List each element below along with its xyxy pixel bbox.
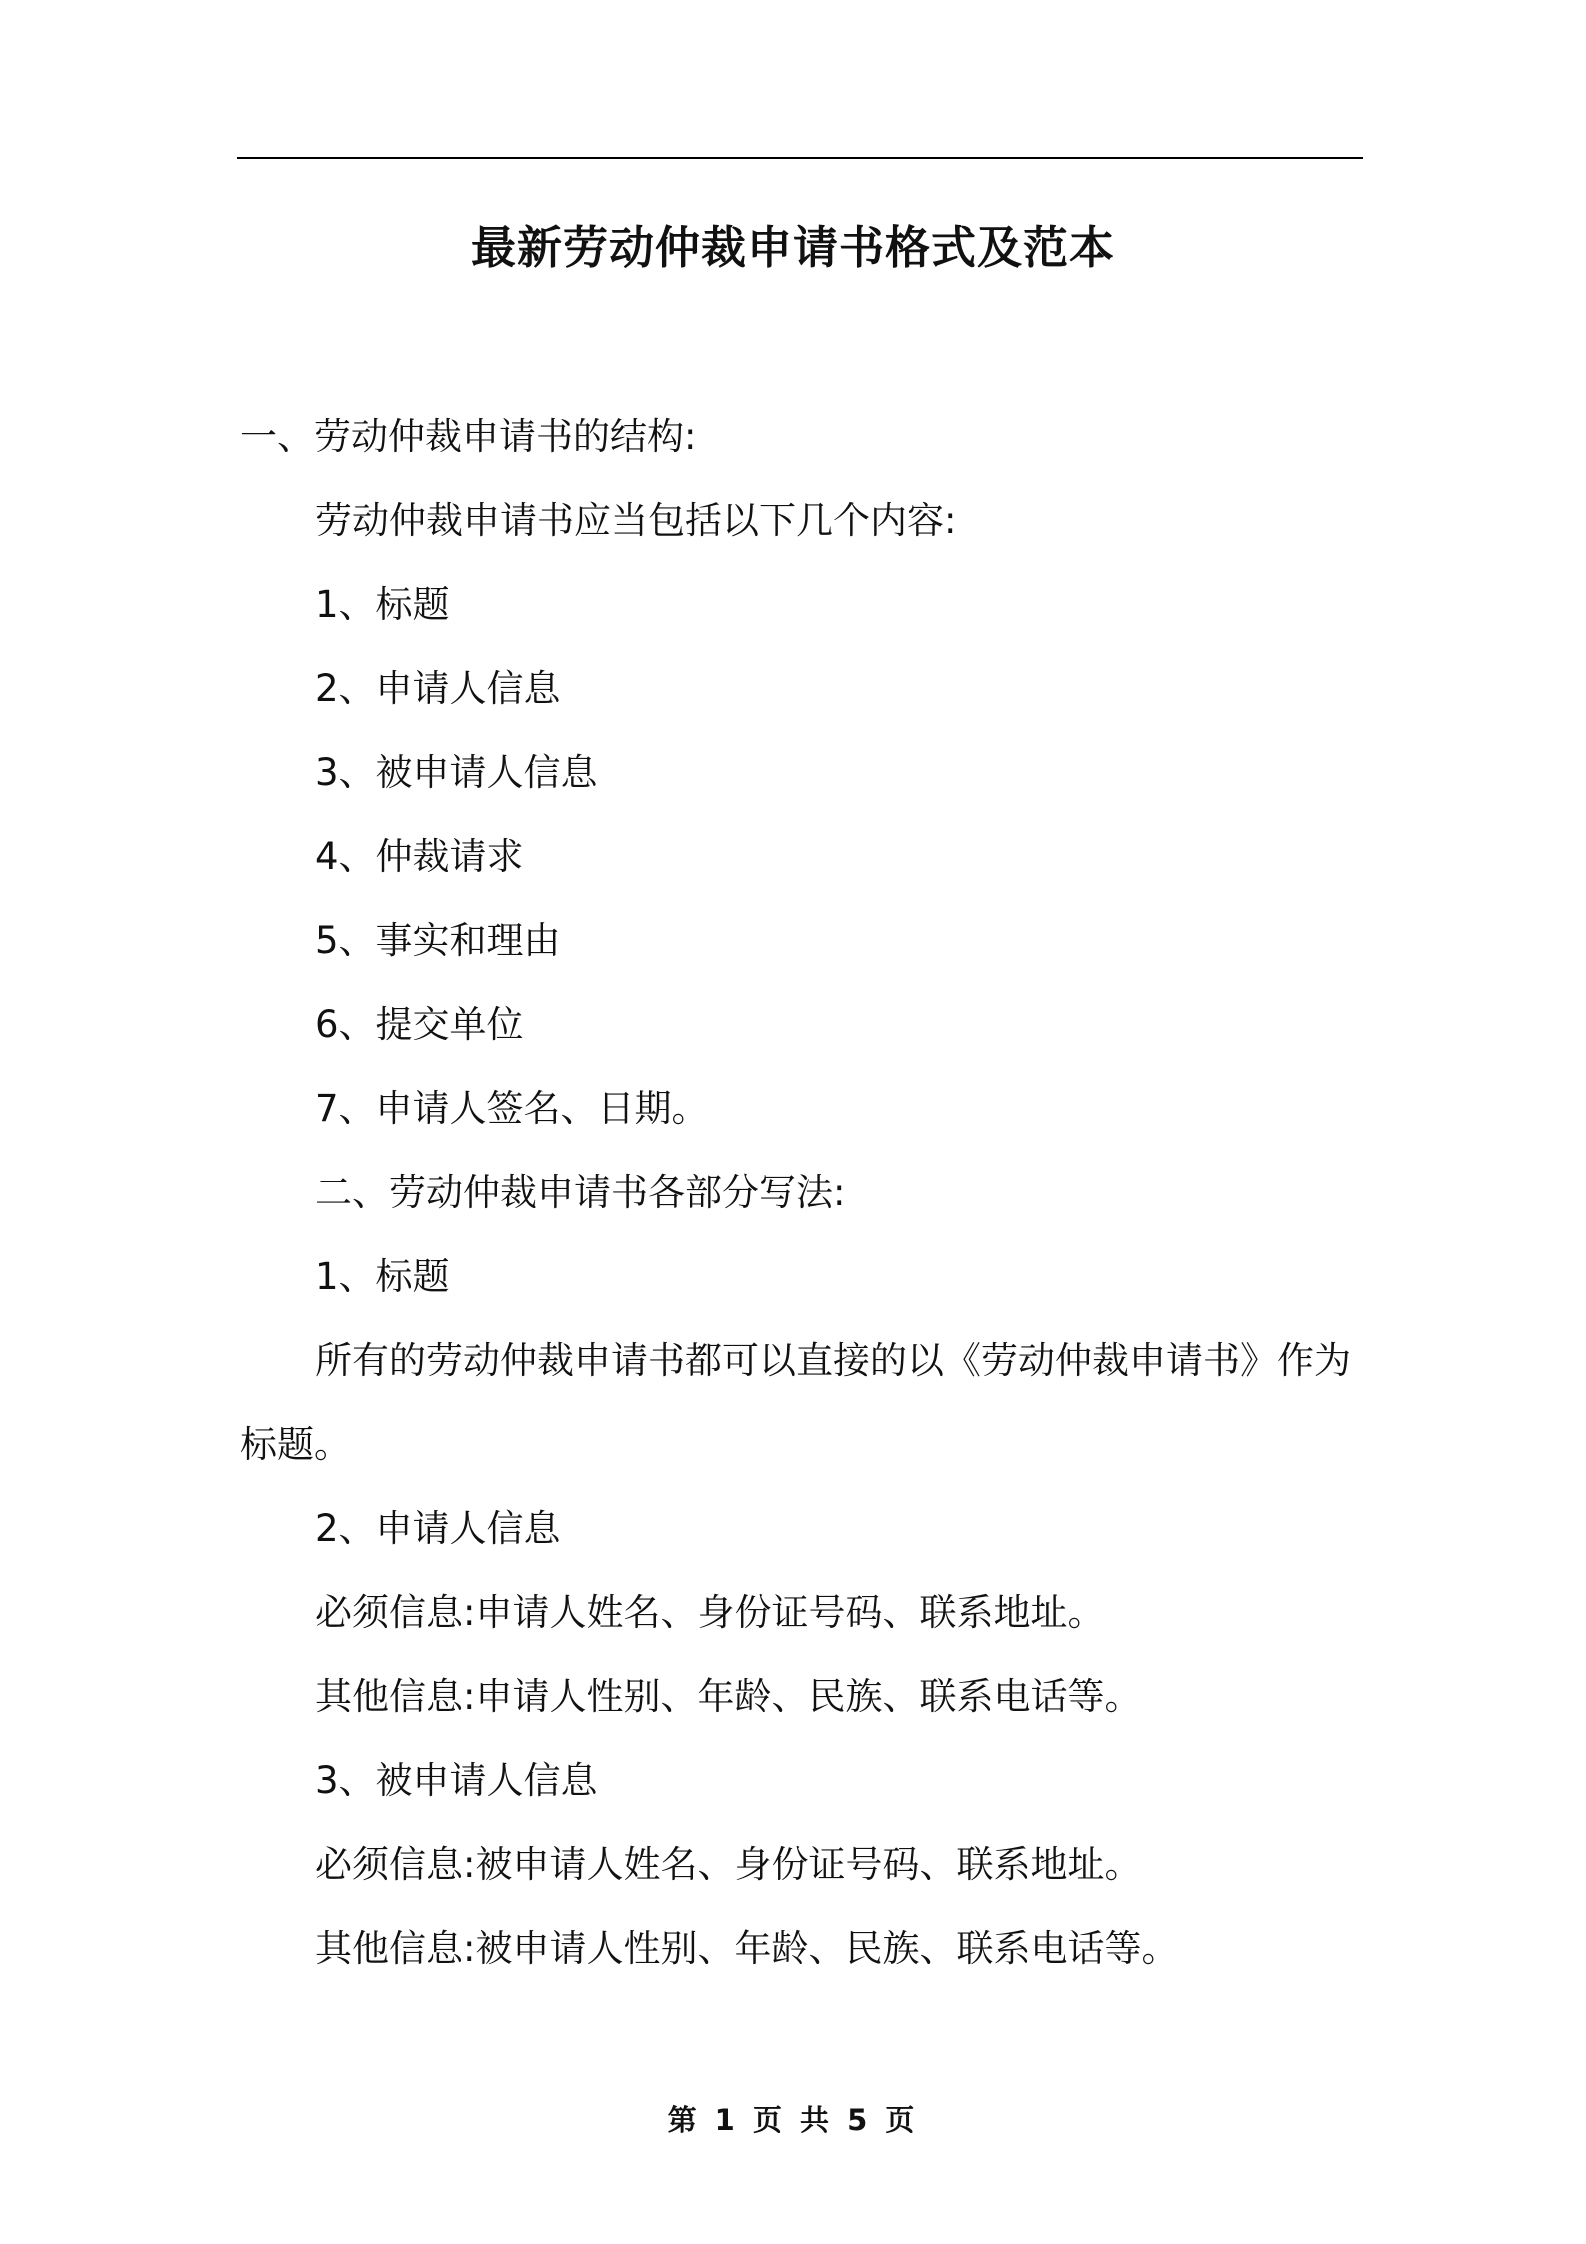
paragraph-respondent-required: 必须信息:被申请人姓名、身份证号码、联系地址。 bbox=[315, 1843, 1142, 1886]
header-rule bbox=[237, 157, 1363, 159]
paragraph-title-body-cont: 标题。 bbox=[240, 1423, 351, 1466]
list-item: 7、申请人签名、日期。 bbox=[315, 1087, 709, 1130]
section-heading-writing: 二、劳动仲裁申请书各部分写法: bbox=[315, 1171, 846, 1214]
paragraph-applicant-other: 其他信息:申请人性别、年龄、民族、联系电话等。 bbox=[315, 1675, 1142, 1718]
page-number-footer: 第 1 页 共 5 页 bbox=[667, 2103, 919, 2137]
paragraph-applicant-required: 必须信息:申请人姓名、身份证号码、联系地址。 bbox=[315, 1591, 1105, 1634]
list-item: 4、仲裁请求 bbox=[315, 835, 524, 878]
paragraph-title-body: 所有的劳动仲裁申请书都可以直接的以《劳动仲裁申请书》作为 bbox=[315, 1339, 1351, 1382]
list-item: 2、申请人信息 bbox=[315, 667, 561, 710]
section-heading-structure: 一、劳动仲裁申请书的结构: bbox=[240, 415, 697, 458]
list-item: 6、提交单位 bbox=[315, 1003, 524, 1046]
paragraph-respondent-other: 其他信息:被申请人性别、年龄、民族、联系电话等。 bbox=[315, 1927, 1179, 1970]
paragraph-intro: 劳动仲裁申请书应当包括以下几个内容: bbox=[315, 499, 957, 542]
list-item: 5、事实和理由 bbox=[315, 919, 561, 962]
list-item: 3、被申请人信息 bbox=[315, 751, 598, 794]
subheading-applicant: 2、申请人信息 bbox=[315, 1507, 561, 1550]
document-title: 最新劳动仲裁申请书格式及范本 bbox=[470, 221, 1115, 274]
subheading-title: 1、标题 bbox=[315, 1255, 450, 1298]
subheading-respondent: 3、被申请人信息 bbox=[315, 1759, 598, 1802]
list-item: 1、标题 bbox=[315, 583, 450, 626]
